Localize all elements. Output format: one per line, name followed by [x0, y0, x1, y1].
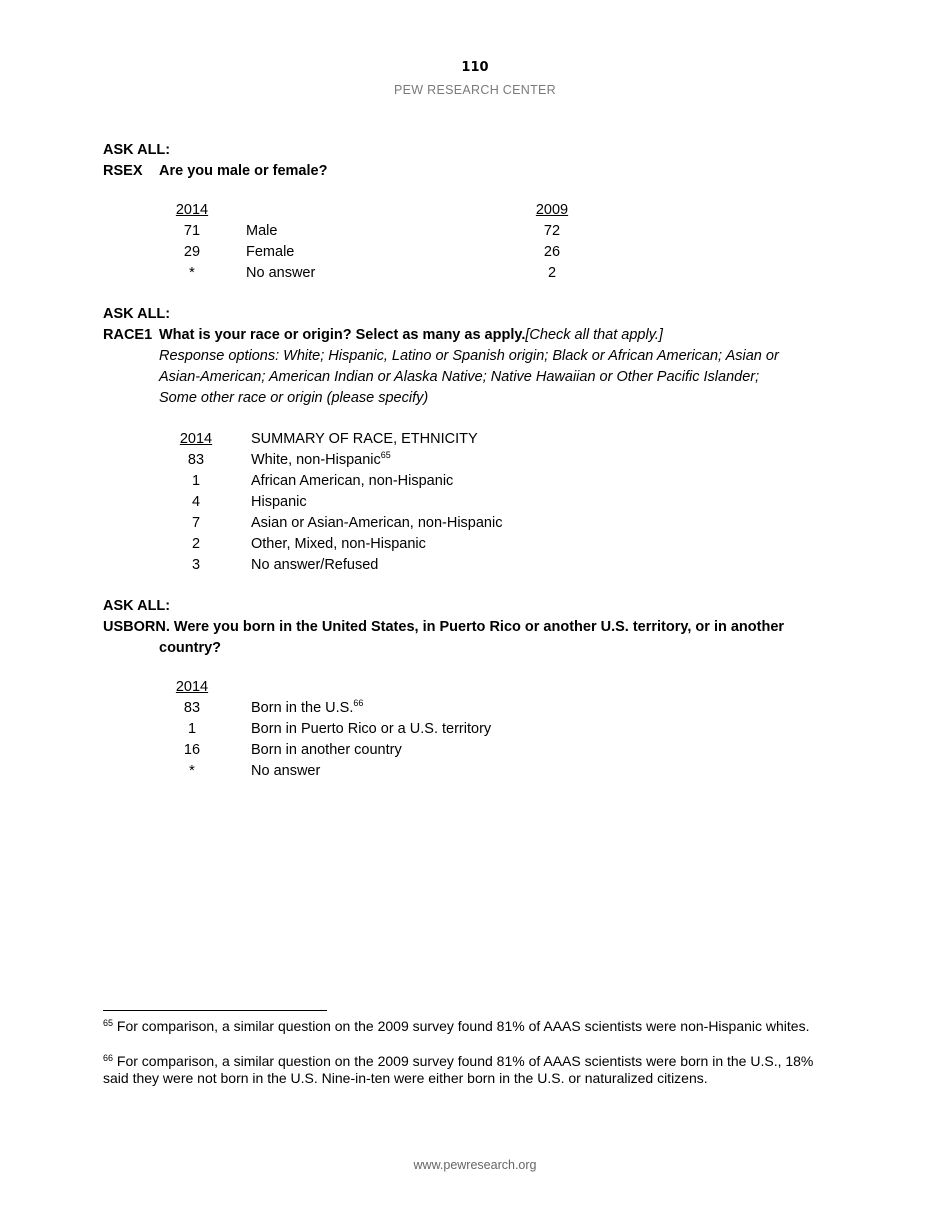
race-ask-all: ASK ALL: [103, 306, 171, 322]
rsex-question [103, 161, 327, 182]
race-value: 83 [187, 452, 205, 468]
footnote-number: 66 [103, 1053, 114, 1063]
table-row [0, 221, 950, 242]
table-row [0, 761, 950, 782]
race-label: African American, non-Hispanic [251, 473, 454, 489]
rsex-value-2009: 26 [543, 244, 561, 260]
usborn-ask-all: ASK ALL: [103, 598, 171, 614]
usborn-value: 16 [183, 742, 201, 758]
table-row [0, 555, 950, 576]
race-response-options-3: Some other race or origin (please specify) [159, 390, 429, 406]
race-instruction: [Check all that apply.] [525, 327, 663, 343]
rsex-label: Female [246, 244, 295, 260]
footer-url[interactable]: www.pewresearch.org [413, 1158, 537, 1172]
rsex-value-2009: 72 [543, 223, 561, 239]
rsex-col-2009: 2009 [535, 202, 569, 218]
race-col-2014: 2014 [179, 431, 213, 447]
footnote-65 [103, 1018, 828, 1035]
footnote-text: For comparison, a similar question on the 2009 survey found 81% of AAAS scientists were non-Hispanic whites. [116, 1018, 810, 1034]
race-response-options-2: Asian-American; American Indian or Alaska Native; Native Hawaiian or Other Pacific Islander; [159, 369, 760, 385]
race-value: 2 [191, 536, 201, 552]
organization-name: PEW RESEARCH CENTER [394, 83, 556, 97]
race-header-row [0, 429, 950, 450]
usborn-col-2014: 2014 [175, 679, 209, 695]
footnote-66 [103, 1053, 828, 1087]
race-label: Other, Mixed, non-Hispanic [251, 536, 426, 552]
usborn-label-text: Born in the U.S. [251, 700, 354, 716]
rsex-col-2014: 2014 [175, 202, 209, 218]
usborn-header-row [0, 677, 950, 698]
race-value: 3 [191, 557, 201, 573]
rsex-label: No answer [246, 265, 316, 281]
race-label [251, 450, 391, 471]
race-code: RACE1 [103, 327, 153, 343]
table-row [0, 740, 950, 761]
table-row [0, 450, 950, 471]
rsex-label: Male [246, 223, 278, 239]
usborn-label: Born in another country [251, 742, 402, 758]
usborn-question-line-1: USBORN. Were you born in the United States, in Puerto Rico or another U.S. territory, or in another [103, 619, 785, 635]
rsex-question-block [103, 140, 327, 182]
race-value: 4 [191, 494, 201, 510]
footnote-divider [103, 1010, 327, 1011]
table-row [0, 719, 950, 740]
table-row [0, 242, 950, 263]
race-summary-heading: SUMMARY OF RACE, ETHNICITY [251, 431, 478, 447]
usborn-label: No answer [251, 763, 321, 779]
rsex-ask-all: ASK ALL: [103, 142, 171, 158]
table-row [0, 263, 950, 284]
race-label: Hispanic [251, 494, 307, 510]
rsex-header-row [0, 200, 950, 221]
race-label-text: White, non-Hispanic [251, 452, 381, 468]
race-response-options-1: Response options: White; Hispanic, Latino or Spanish origin; Black or African American; Asian or [159, 348, 779, 364]
usborn-label [251, 698, 363, 719]
table-row [0, 492, 950, 513]
usborn-value: 83 [183, 700, 201, 716]
usborn-question-block [103, 596, 833, 659]
usborn-value: * [189, 763, 195, 779]
usborn-value: 1 [187, 721, 197, 737]
table-row [0, 534, 950, 555]
rsex-value-2014: * [189, 265, 195, 281]
race-label: No answer/Refused [251, 557, 379, 573]
rsex-question-text: Are you male or female? [159, 163, 328, 179]
table-row [0, 698, 950, 719]
table-row [0, 513, 950, 534]
race-value: 1 [191, 473, 201, 489]
race-question-text: What is your race or origin? Select as many as apply. [159, 327, 526, 343]
usborn-question-line-2: country? [159, 640, 222, 656]
footnote-text: For comparison, a similar question on the 2009 survey found 81% of AAAS scientists were born in the U.S., 18% said they were not born in the U.S. Nine-in-ten were either born in the U.S. or naturalized citizens. [103, 1053, 814, 1086]
race-value: 7 [191, 515, 201, 531]
footnote-number: 65 [103, 1018, 114, 1028]
rsex-value-2009: 2 [547, 265, 557, 281]
usborn-label: Born in Puerto Rico or a U.S. territory [251, 721, 492, 737]
race-question-block [103, 304, 833, 409]
table-row [0, 471, 950, 492]
footnote-ref-66[interactable]: 66 [353, 698, 364, 708]
footnote-ref-65[interactable]: 65 [380, 450, 391, 460]
rsex-code: RSEX [103, 163, 143, 179]
race-label: Asian or Asian-American, non-Hispanic [251, 515, 503, 531]
rsex-value-2014: 71 [183, 223, 201, 239]
race-question [103, 325, 833, 346]
page-number: 110 [461, 60, 489, 75]
rsex-value-2014: 29 [183, 244, 201, 260]
